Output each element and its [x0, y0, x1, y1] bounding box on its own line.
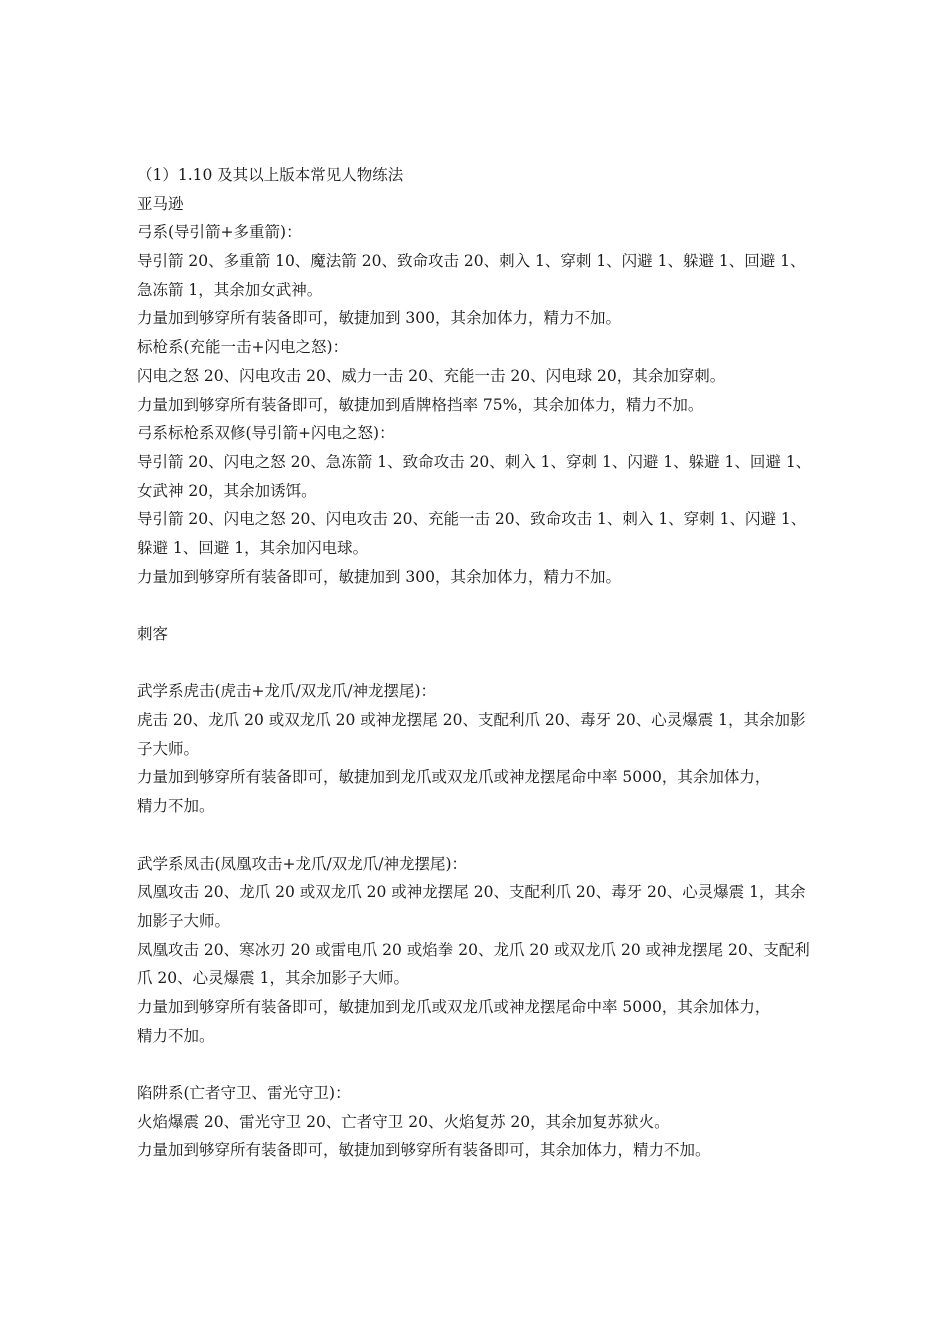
- build-title-bow: 弓系(导引箭+多重箭)：: [137, 223, 302, 242]
- bow-skills-line-2: 急冻箭 1，其余加女武神。: [137, 280, 323, 299]
- build-title-javelin: 标枪系(充能一击+闪电之怒)：: [137, 338, 349, 357]
- hybrid-option-a-line-1: 导引箭 20、闪电之怒 20、急冻箭 1、致命攻击 20、刺入 1、穿刺 1、闪避 1、躲避 1、回避 1、: [137, 452, 812, 471]
- document-body: [137, 161, 821, 1165]
- tiger-skills-line-1: 虎击 20、龙爪 20 或双龙爪 20 或神龙摆尾 20、支配利爪 20、毒牙 20、心灵爆震 1，其余加影: [137, 711, 806, 730]
- bow-stats: 力量加到够穿所有装备即可，敏捷加到 300，其余加体力，精力不加。: [137, 309, 622, 328]
- spacer: [137, 649, 821, 678]
- section-title-amazon: 亚马逊: [137, 194, 184, 213]
- javelin-skills: 闪电之怒 20、闪电攻击 20、威力一击 20、充能一击 20、闪电球 20，其余加穿刺。: [137, 366, 726, 385]
- hybrid-option-b-line-2: 躲避 1、回避 1，其余加闪电球。: [137, 538, 369, 557]
- spacer: [137, 1050, 821, 1079]
- tiger-stats-line-2: 精力不加。: [137, 797, 215, 816]
- tiger-stats-line-1: 力量加到够穿所有装备即可，敏捷加到龙爪或双龙爪或神龙摆尾命中率 5000，其余加体力，: [137, 768, 771, 787]
- spacer: [137, 821, 821, 850]
- bow-skills-line-1: 导引箭 20、多重箭 10、魔法箭 20、致命攻击 20、刺入 1、穿刺 1、闪避 1、躲避 1、回避 1、: [137, 252, 806, 271]
- section-title-assassin: 刺客: [137, 625, 169, 643]
- phoenix-option-b-line-2: 爪 20、心灵爆震 1，其余加影子大师。: [137, 969, 409, 988]
- hybrid-option-a-line-2: 女武神 20，其余加诱饵。: [137, 481, 317, 500]
- build-title-tiger: 武学系虎击(虎击+龙爪/双龙爪/神龙摆尾)：: [137, 682, 437, 701]
- phoenix-option-a-line-2: 加影子大师。: [137, 911, 231, 930]
- trap-skills: 火焰爆震 20、雷光守卫 20、亡者守卫 20、火焰复苏 20，其余加复苏狱火。: [137, 1112, 670, 1131]
- phoenix-option-a-line-1: 凤凰攻击 20、龙爪 20 或双龙爪 20 或神龙摆尾 20、支配利爪 20、毒牙 20、心灵爆震 1，其余: [137, 883, 806, 902]
- build-title-trap: 陷阱系(亡者守卫、雷光守卫)：: [137, 1084, 351, 1102]
- phoenix-option-b-line-1: 凤凰攻击 20、寒冰刃 20 或雷电爪 20 或焰拳 20、龙爪 20 或双龙爪 20 或神龙摆尾 20、支配利: [137, 940, 810, 959]
- trap-stats: 力量加到够穿所有装备即可，敏捷加到够穿所有装备即可，其余加体力，精力不加。: [137, 1141, 711, 1160]
- document-heading: （1）1.10 及其以上版本常见人物练法: [137, 166, 404, 184]
- build-title-phoenix: 武学系凤击(凤凰攻击+龙爪/双龙爪/神龙摆尾)：: [137, 854, 468, 873]
- hybrid-option-b-line-1: 导引箭 20、闪电之怒 20、闪电攻击 20、充能一击 20、致命攻击 1、刺入 1、穿刺 1、闪避 1、: [137, 510, 807, 529]
- spacer: [137, 591, 821, 620]
- javelin-stats: 力量加到够穿所有装备即可，敏捷加到盾牌格挡率 75%，其余加体力，精力不加。: [137, 395, 704, 414]
- phoenix-stats-line-2: 精力不加。: [137, 1026, 215, 1045]
- phoenix-stats-line-1: 力量加到够穿所有装备即可，敏捷加到龙爪或双龙爪或神龙摆尾命中率 5000，其余加体力，: [137, 997, 771, 1016]
- hybrid-stats: 力量加到够穿所有装备即可，敏捷加到 300，其余加体力，精力不加。: [137, 567, 622, 586]
- build-title-hybrid: 弓系标枪系双修(导引箭+闪电之怒)：: [137, 424, 395, 443]
- tiger-skills-line-2: 子大师。: [137, 739, 200, 758]
